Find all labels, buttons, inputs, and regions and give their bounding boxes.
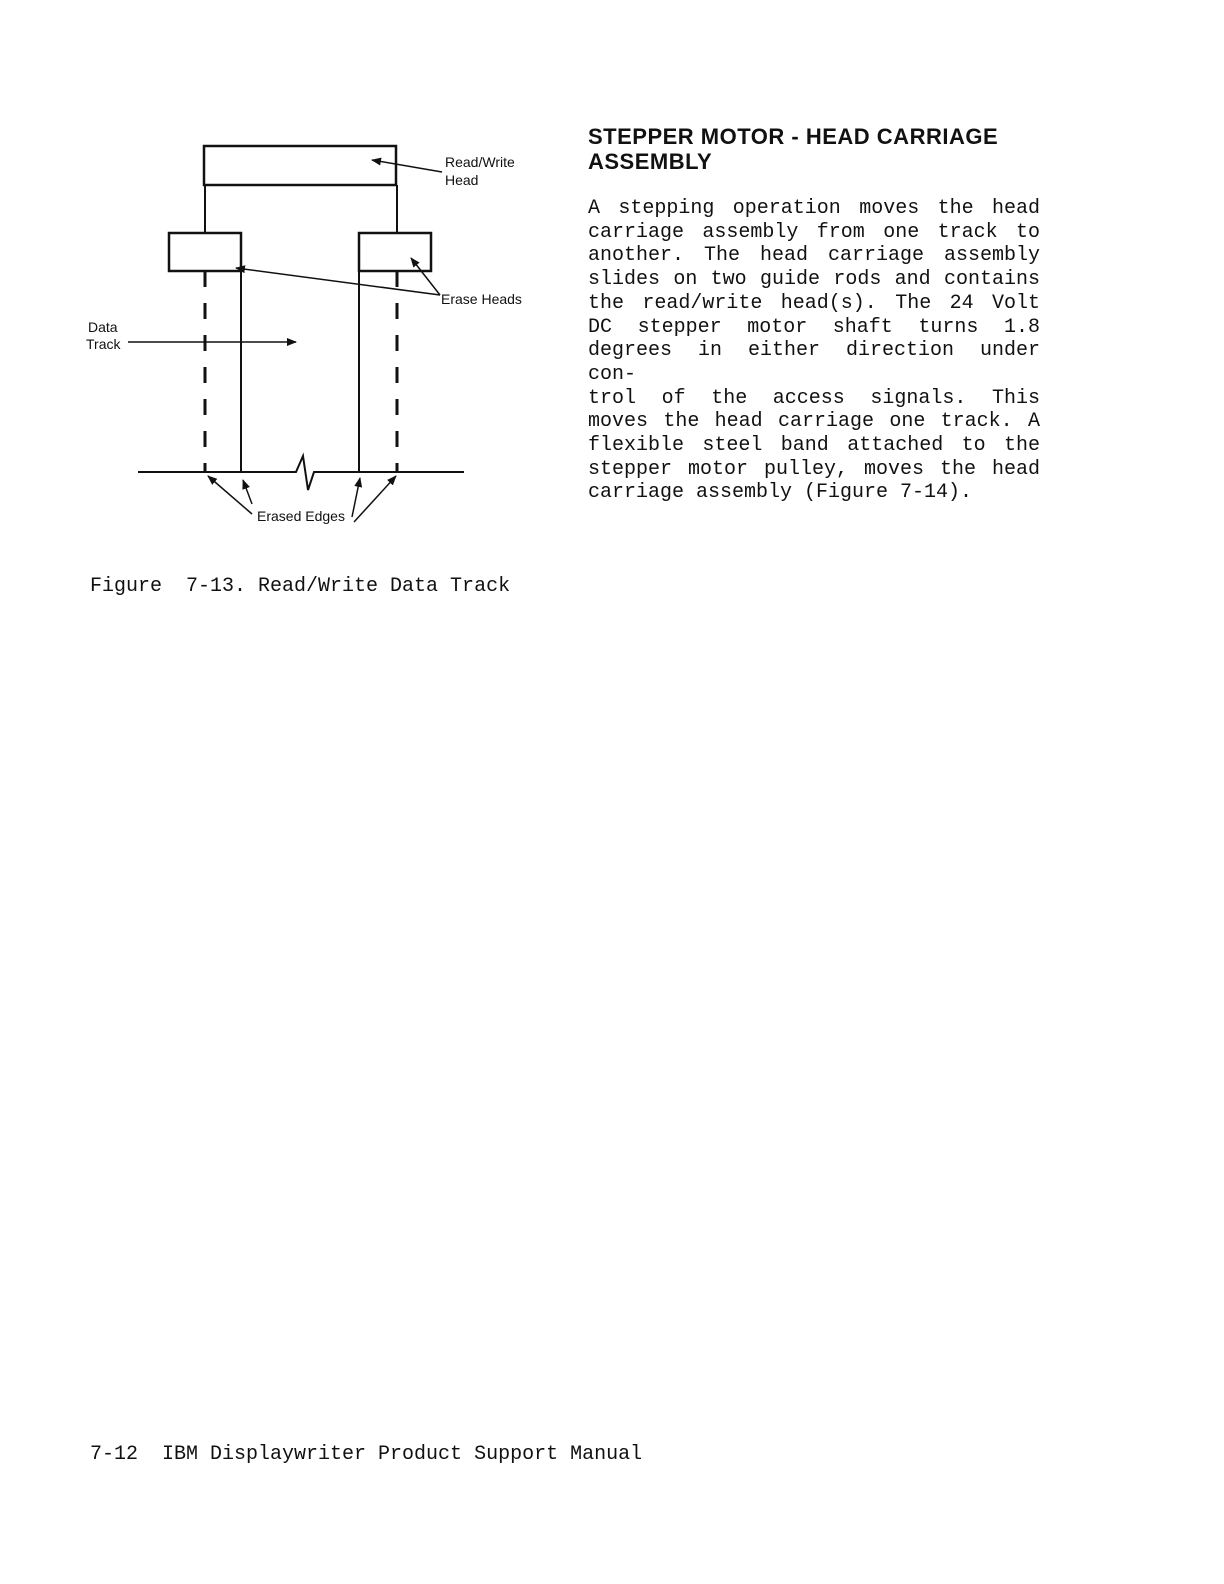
paragraph-line: carriage assembly (Figure 7-14). (588, 481, 973, 505)
read-write-head-pointer (372, 160, 442, 172)
section-heading (588, 124, 1048, 174)
left-erase-head-block (169, 233, 241, 271)
section-heading-line1: STEPPER MOTOR - HEAD CARRIAGE (588, 124, 999, 149)
right-erase-head-block (359, 233, 431, 271)
erased-edges-pointer-1 (208, 476, 252, 514)
read-write-data-track-diagram (0, 0, 620, 560)
label-read-write-head-line1: Read/Write (445, 154, 515, 170)
paragraph-line: degrees in either direction under con- (588, 339, 1040, 386)
baseline-with-break (138, 456, 464, 490)
paragraph-line: carriage assembly from one track to (588, 220, 1040, 244)
page-footer: 7-12 IBM Displaywriter Product Support Manual (90, 1443, 643, 1466)
paragraph-line: another. The head carriage assembly (588, 244, 1040, 268)
section-paragraph (588, 197, 1040, 505)
paragraph-line: A stepping operation moves the head (588, 197, 1040, 220)
paragraph-line: trol of the access signals. This (588, 386, 1040, 410)
paragraph-line: the read/write head(s). The 24 Volt (588, 291, 1040, 315)
label-erased-edges: Erased Edges (257, 508, 345, 524)
label-erase-heads: Erase Heads (441, 291, 522, 307)
label-data-track-line2: Track (86, 336, 121, 352)
paragraph-line: flexible steel band attached to the (588, 434, 1040, 458)
read-write-head-block (204, 146, 396, 185)
paragraph-line: DC stepper motor shaft turns 1.8 (588, 315, 1040, 339)
paragraph-line: moves the head carriage one track. A (588, 410, 1040, 434)
paragraph-line: stepper motor pulley, moves the head (588, 457, 1040, 481)
section-heading-line2: ASSEMBLY (588, 149, 713, 174)
erase-heads-pointer-right (411, 258, 440, 295)
label-read-write-head-line2: Head (445, 172, 479, 188)
erased-edges-pointer-3 (352, 478, 360, 517)
figure-caption: Figure 7-13. Read/Write Data Track (90, 575, 511, 598)
erased-edges-pointer-4 (354, 476, 396, 522)
label-data-track-line1: Data (88, 319, 118, 335)
paragraph-line: slides on two guide rods and contains (588, 268, 1040, 292)
erased-edges-pointer-2 (243, 480, 252, 504)
